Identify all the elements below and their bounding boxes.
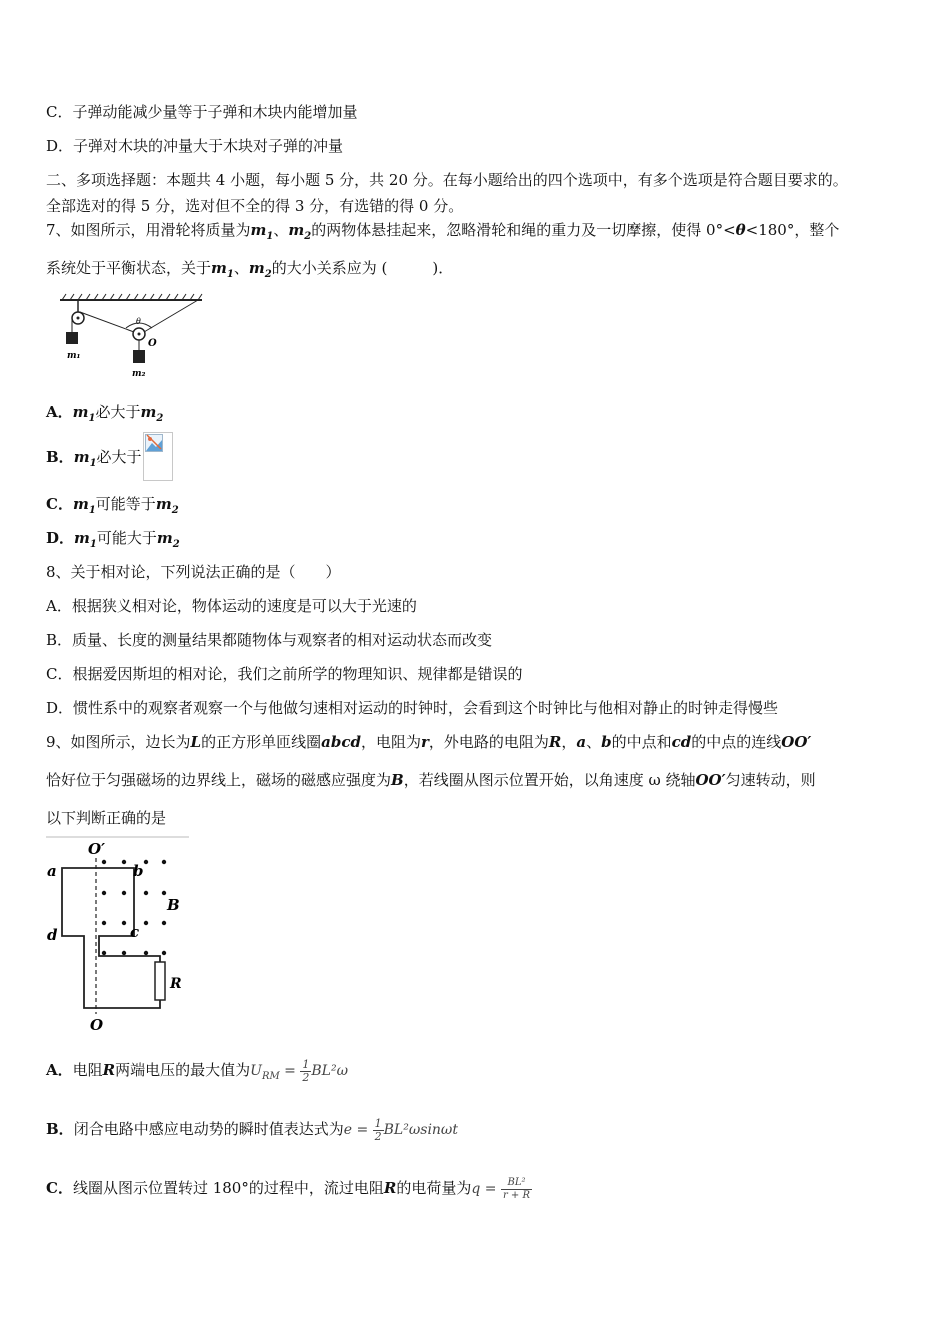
q9-stem-line3: 以下判断正确的是 — [46, 809, 167, 827]
q7-theta: θ — [735, 221, 746, 239]
q6-option-d: D．子弹对木块的冲量大于木块对子弹的冲量 — [46, 137, 344, 155]
q9-option-c: C．线圈从图示位置转过 180°的过程中，流过电阻R的电荷量为q = $\frac{\text{BL²}}{r + R}$ — [46, 1176, 530, 1201]
q7-figure-m1-label: m₁ — [67, 351, 81, 361]
q9-figure-b-label: b — [133, 862, 144, 880]
q7-stem-line2 — [46, 258, 453, 285]
q7-stem-text: <180°，整个 — [745, 221, 840, 239]
q7-figure-theta-label: θ — [136, 317, 141, 326]
q7-figure-m2-label: m₂ — [132, 369, 146, 379]
coil-outline — [62, 868, 160, 1008]
broken-image-icon — [145, 434, 163, 452]
q9-figure-r-label: R — [170, 976, 182, 992]
q7-option-d: D．$m_1$可能大于$m_2$ — [46, 529, 180, 550]
q7-m1: $m_1$ — [250, 221, 274, 242]
q9-figure-o-label: O — [90, 1016, 104, 1034]
q7-option-b: B．$m_1$必大于 — [46, 448, 142, 469]
q8-option-b: B．质量、长度的测量结果都随物体与观察者的相对运动状态而改变 — [46, 631, 493, 649]
q6-option-c: C．子弹动能减少量等于子弹和木块内能增加量 — [46, 103, 358, 121]
q9-figure-d-label: d — [47, 926, 58, 944]
q9-figure-b-field-label: B — [167, 896, 180, 914]
q7-stem-text: 的大小关系应为 ( )． — [271, 259, 454, 277]
q7-pulley-figure — [56, 292, 206, 382]
q7-m2: $m_2$ — [248, 259, 272, 280]
section2-heading-line2: 全部选对的得 5 分，选对但不全的得 3 分，有选错的得 0 分。 — [46, 197, 464, 215]
section2-heading-line1: 二、多项选择题：本题共 4 小题，每小题 5 分，共 20 分。在每小题给出的四个选项中，有多个选项是符合题目要求的。 — [46, 171, 848, 189]
resistor-r-icon — [155, 962, 165, 1000]
q8-option-a: A．根据狭义相对论，物体运动的速度是可以大于光速的 — [46, 597, 417, 615]
q9-option-c-formula: q = $\frac{\text{BL²}}{r + R}$ — [471, 1176, 530, 1201]
q8-option-d: D．惯性系中的观察者观察一个与他做匀速相对运动的时钟时，会看到这个时钟比与他相对静止的时钟走得慢些 — [46, 699, 779, 717]
q7-stem-text: 系统处于平衡状态，关于 — [46, 259, 212, 277]
q9-stem-line2: 恰好位于匀强磁场的边界线上，磁场的磁感应强度为B，若线圈从图示位置开始，以角速度 ω 绕轴OO′匀速转动，则 — [46, 771, 816, 789]
q7-sep: 、 — [233, 259, 249, 277]
q9-figure-oprime-label: O′ — [88, 840, 106, 858]
q9-coil-figure — [44, 836, 194, 1036]
q7-stem-text: 7、如图所示，用滑轮将质量为 — [46, 221, 251, 239]
broken-image-placeholder — [143, 432, 173, 481]
q7-figure-o-label: O — [148, 338, 157, 349]
q7-m2: $m_2$ — [288, 221, 312, 242]
q7-sep: 、 — [273, 221, 289, 239]
mass-m2-block — [133, 350, 145, 363]
q9-stem-line1: 9、如图所示，边长为L的正方形单匝线圈abcd，电阻为r，外电路的电阻为R，a、b的中点和cd的中点的连线OO′ — [46, 733, 812, 751]
q7-option-c: C．$m_1$可能等于$m_2$ — [46, 495, 179, 516]
q7-m1: $m_1$ — [211, 259, 234, 280]
q7-option-a: A．$m_1$必大于$m_2$ — [46, 403, 164, 424]
q9-figure-c-label: c — [130, 923, 140, 941]
q9-option-b: B．闭合电路中感应电动势的瞬时值表达式为e = $\frac{1}{2}$ BL²ωsinωt — [46, 1116, 458, 1143]
q9-option-a-formula: $U_{RM}$ = $\frac{1}{2}$ BL²ω — [250, 1057, 348, 1084]
mass-m1-block — [66, 332, 78, 344]
q7-stem-text: 的两物体悬挂起来，忽略滑轮和绳的重力及一切摩擦，使得 0°< — [311, 221, 736, 239]
q8-stem: 8、关于相对论，下列说法正确的是（ ） — [46, 563, 341, 581]
q9-option-a: A．电阻R两端电压的最大值为$U_{RM}$ = $\frac{1}{2}$ BL²ω — [46, 1057, 348, 1084]
q7-stem-line1 — [46, 220, 839, 247]
q8-option-c: C．根据爱因斯坦的相对论，我们之前所学的物理知识、规律都是错误的 — [46, 665, 523, 683]
q9-option-b-formula: e = $\frac{1}{2}$ BL²ωsinωt — [343, 1116, 458, 1143]
q9-figure-a-label: a — [47, 862, 57, 880]
